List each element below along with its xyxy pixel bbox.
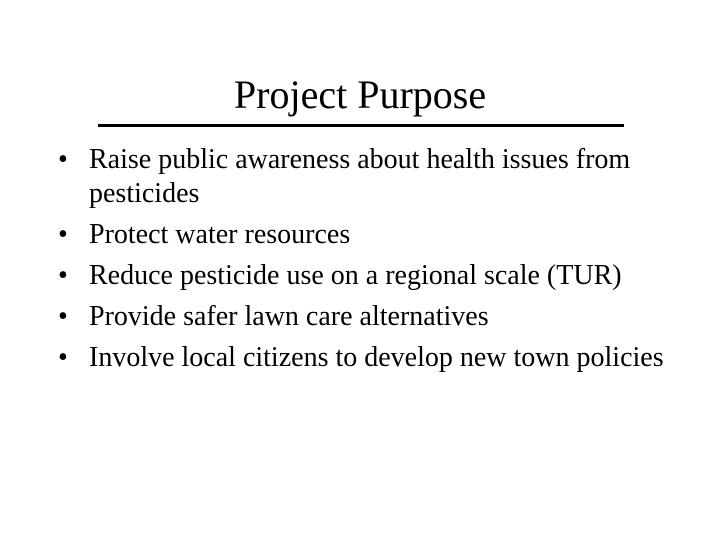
bullet-item bbox=[58, 300, 678, 334]
bullet-icon: • bbox=[58, 301, 68, 332]
bullet-text: Protect water resources bbox=[89, 219, 351, 250]
bullet-text: Provide safer lawn care alternatives bbox=[89, 301, 489, 332]
bullet-item bbox=[58, 259, 678, 293]
bullet-text: Raise public awareness about health issues from pesticides bbox=[89, 144, 631, 209]
bullet-list bbox=[58, 143, 678, 382]
bullet-item bbox=[58, 218, 678, 252]
bullet-text: Reduce pesticide use on a regional scale (TUR) bbox=[89, 260, 622, 291]
slide-title: Project Purpose bbox=[233, 72, 487, 117]
bullet-icon: • bbox=[58, 219, 68, 250]
bullet-item bbox=[58, 143, 678, 211]
bullet-icon: • bbox=[58, 144, 68, 175]
bullet-item bbox=[58, 341, 678, 375]
bullet-icon: • bbox=[58, 260, 68, 291]
bullet-icon: • bbox=[58, 342, 68, 373]
title-underline bbox=[98, 124, 624, 127]
bullet-text: Involve local citizens to develop new town policies bbox=[89, 342, 664, 373]
